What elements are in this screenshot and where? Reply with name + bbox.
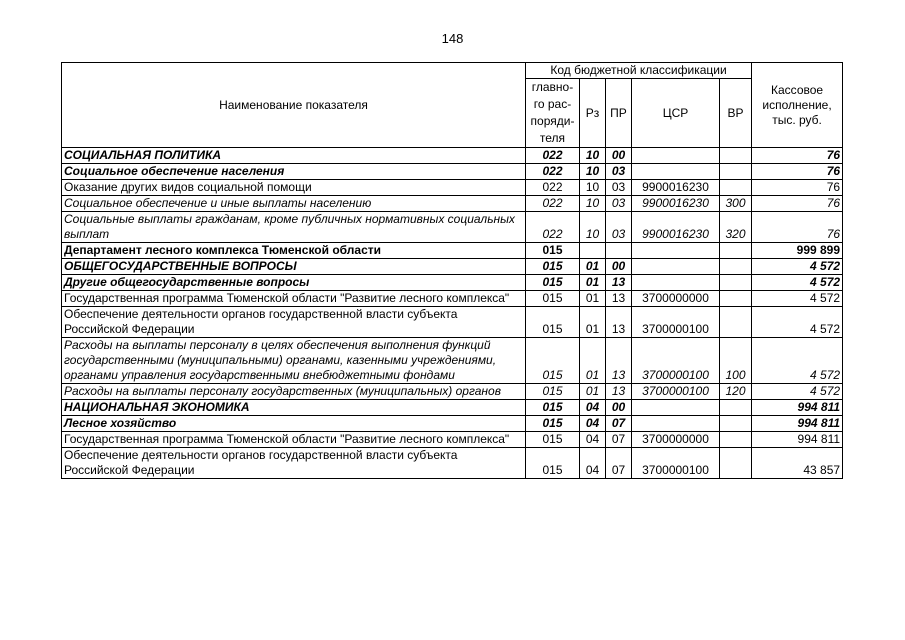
cell-amount: 4 572 xyxy=(752,259,843,275)
table-row xyxy=(62,180,843,196)
table-row xyxy=(62,148,843,164)
cell-vr xyxy=(720,243,752,259)
cell-glavn: 022 xyxy=(526,212,580,243)
cell-glavn: 015 xyxy=(526,338,580,384)
cell-vr: 100 xyxy=(720,338,752,384)
cell-vr xyxy=(720,164,752,180)
cell-csr: 9900016230 xyxy=(632,180,720,196)
cell-vr xyxy=(720,291,752,307)
cell-glavn: 015 xyxy=(526,243,580,259)
budget-table xyxy=(61,62,843,479)
cell-rz: 01 xyxy=(580,384,606,400)
cell-vr: 320 xyxy=(720,212,752,243)
table-row xyxy=(62,164,843,180)
cell-pr: 00 xyxy=(606,400,632,416)
cell-rz xyxy=(580,243,606,259)
table-row xyxy=(62,259,843,275)
cell-pr: 03 xyxy=(606,212,632,243)
cell-pr: 13 xyxy=(606,275,632,291)
cell-glavn: 015 xyxy=(526,275,580,291)
cell-vr xyxy=(720,400,752,416)
header-glavn: главно-го рас-поряди-теля xyxy=(526,79,580,148)
table-row xyxy=(62,196,843,212)
cell-name: НАЦИОНАЛЬНАЯ ЭКОНОМИКА xyxy=(62,400,526,416)
cell-amount: 999 899 xyxy=(752,243,843,259)
cell-amount: 994 811 xyxy=(752,400,843,416)
cell-csr xyxy=(632,416,720,432)
cell-vr xyxy=(720,148,752,164)
cell-pr: 00 xyxy=(606,259,632,275)
cell-name: Социальное обеспечение и иные выплаты населению xyxy=(62,196,526,212)
cell-csr xyxy=(632,164,720,180)
cell-name: Другие общегосударственные вопросы xyxy=(62,275,526,291)
cell-pr: 13 xyxy=(606,291,632,307)
cell-pr: 07 xyxy=(606,448,632,479)
table-row xyxy=(62,291,843,307)
header-amount: Кассовое исполнение, тыс. руб. xyxy=(752,63,843,148)
cell-pr: 13 xyxy=(606,338,632,384)
cell-glavn: 022 xyxy=(526,148,580,164)
header-rz: Рз xyxy=(580,79,606,148)
cell-csr: 3700000100 xyxy=(632,384,720,400)
cell-csr: 3700000100 xyxy=(632,307,720,338)
cell-rz: 10 xyxy=(580,148,606,164)
cell-name: Расходы на выплаты персоналу в целях обеспечения выполнения функций государственными (муниципальными) органами, казенными учреждениями, органами управления государственными внебюджетными фондами xyxy=(62,338,526,384)
cell-csr: 3700000100 xyxy=(632,338,720,384)
cell-amount: 4 572 xyxy=(752,307,843,338)
cell-csr xyxy=(632,148,720,164)
cell-pr: 13 xyxy=(606,307,632,338)
table-row xyxy=(62,243,843,259)
cell-name: СОЦИАЛЬНАЯ ПОЛИТИКА xyxy=(62,148,526,164)
cell-vr xyxy=(720,432,752,448)
cell-name: ОБЩЕГОСУДАРСТВЕННЫЕ ВОПРОСЫ xyxy=(62,259,526,275)
cell-glavn: 022 xyxy=(526,180,580,196)
cell-csr xyxy=(632,400,720,416)
cell-amount: 994 811 xyxy=(752,432,843,448)
cell-pr: 03 xyxy=(606,196,632,212)
cell-glavn: 015 xyxy=(526,384,580,400)
cell-glavn: 015 xyxy=(526,307,580,338)
cell-vr: 300 xyxy=(720,196,752,212)
cell-amount: 76 xyxy=(752,164,843,180)
cell-rz: 10 xyxy=(580,164,606,180)
cell-name: Государственная программа Тюменской области "Развитие лесного комплекса" xyxy=(62,432,526,448)
cell-rz: 04 xyxy=(580,432,606,448)
cell-amount: 43 857 xyxy=(752,448,843,479)
page-number: 148 xyxy=(441,31,464,46)
cell-vr xyxy=(720,307,752,338)
cell-glavn: 015 xyxy=(526,291,580,307)
table-row xyxy=(62,400,843,416)
cell-pr: 07 xyxy=(606,432,632,448)
cell-rz: 04 xyxy=(580,400,606,416)
cell-csr: 3700000000 xyxy=(632,291,720,307)
cell-glavn: 015 xyxy=(526,432,580,448)
cell-rz: 04 xyxy=(580,448,606,479)
cell-name: Расходы на выплаты персоналу государственных (муниципальных) органов xyxy=(62,384,526,400)
table-row xyxy=(62,448,843,479)
table-row xyxy=(62,275,843,291)
cell-name: Социальные выплаты гражданам, кроме публичных нормативных социальных выплат xyxy=(62,212,526,243)
cell-glavn: 015 xyxy=(526,259,580,275)
header-pr: ПР xyxy=(606,79,632,148)
cell-pr: 07 xyxy=(606,416,632,432)
cell-glavn: 015 xyxy=(526,448,580,479)
cell-name: Социальное обеспечение населения xyxy=(62,164,526,180)
cell-amount: 76 xyxy=(752,196,843,212)
cell-name: Государственная программа Тюменской области "Развитие лесного комплекса" xyxy=(62,291,526,307)
cell-glavn: 015 xyxy=(526,400,580,416)
cell-rz: 01 xyxy=(580,259,606,275)
cell-amount: 76 xyxy=(752,212,843,243)
cell-name: Обеспечение деятельности органов государственной власти субъекта Российской Федерации xyxy=(62,307,526,338)
header-name: Наименование показателя xyxy=(62,63,526,148)
cell-csr: 9900016230 xyxy=(632,212,720,243)
cell-name: Оказание других видов социальной помощи xyxy=(62,180,526,196)
cell-pr: 00 xyxy=(606,148,632,164)
cell-glavn: 022 xyxy=(526,164,580,180)
cell-vr xyxy=(720,448,752,479)
cell-vr xyxy=(720,180,752,196)
cell-amount: 4 572 xyxy=(752,275,843,291)
table-row xyxy=(62,212,843,243)
cell-name: Обеспечение деятельности органов государственной власти субъекта Российской Федерации xyxy=(62,448,526,479)
table-row xyxy=(62,307,843,338)
header-csr: ЦСР xyxy=(632,79,720,148)
cell-rz: 01 xyxy=(580,291,606,307)
cell-rz: 10 xyxy=(580,180,606,196)
cell-amount: 994 811 xyxy=(752,416,843,432)
cell-vr xyxy=(720,275,752,291)
cell-pr xyxy=(606,243,632,259)
cell-glavn: 022 xyxy=(526,196,580,212)
cell-rz: 10 xyxy=(580,196,606,212)
cell-rz: 01 xyxy=(580,307,606,338)
cell-amount: 4 572 xyxy=(752,384,843,400)
cell-vr xyxy=(720,259,752,275)
cell-amount: 76 xyxy=(752,148,843,164)
table-header xyxy=(62,63,843,148)
cell-pr: 13 xyxy=(606,384,632,400)
cell-rz: 01 xyxy=(580,338,606,384)
table-row xyxy=(62,416,843,432)
cell-amount: 76 xyxy=(752,180,843,196)
cell-rz: 04 xyxy=(580,416,606,432)
cell-glavn: 015 xyxy=(526,416,580,432)
table-row xyxy=(62,384,843,400)
cell-vr xyxy=(720,416,752,432)
table-body xyxy=(62,148,843,479)
header-code-group: Код бюджетной классификации xyxy=(526,63,752,79)
cell-name: Департамент лесного комплекса Тюменской области xyxy=(62,243,526,259)
cell-csr xyxy=(632,259,720,275)
cell-vr: 120 xyxy=(720,384,752,400)
header-vr: ВР xyxy=(720,79,752,148)
table-row xyxy=(62,338,843,384)
cell-csr xyxy=(632,275,720,291)
cell-name: Лесное хозяйство xyxy=(62,416,526,432)
cell-rz: 01 xyxy=(580,275,606,291)
cell-pr: 03 xyxy=(606,180,632,196)
cell-csr: 9900016230 xyxy=(632,196,720,212)
cell-amount: 4 572 xyxy=(752,338,843,384)
cell-csr xyxy=(632,243,720,259)
cell-rz: 10 xyxy=(580,212,606,243)
cell-pr: 03 xyxy=(606,164,632,180)
cell-csr: 3700000000 xyxy=(632,432,720,448)
cell-csr: 3700000100 xyxy=(632,448,720,479)
table-row xyxy=(62,432,843,448)
cell-amount: 4 572 xyxy=(752,291,843,307)
